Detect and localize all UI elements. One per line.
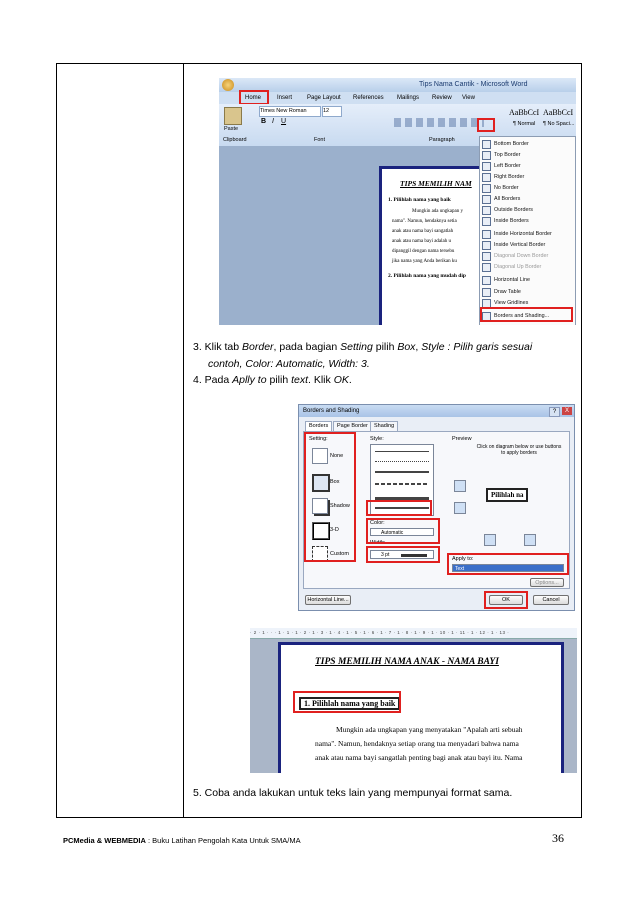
result-heading-highlight — [293, 691, 401, 713]
step-3-line-1: 3. Klik tab Border, pada bagian Setting pilih Box, Style : Pilih garis sesuai — [193, 341, 533, 353]
ruler[interactable]: · 2 · 1 · · · 1 · 1 · 1 · 2 · 1 · 3 · 1 · 4 · 1 · 5 · 1 · 6 · 1 · 7 · 1 · 8 · 1 · 9 · 1 · 10 · 1 · 11 · 1 · 12 · 1 · 13 · — [250, 628, 577, 639]
menu-item-view-gridlines[interactable]: View Gridlines — [494, 298, 528, 308]
table-column-divider — [183, 63, 184, 818]
doc-heading-2: 2. Pilihlah nama yang mudah dip — [388, 273, 466, 279]
doc-line: nama". Namun, hendaknya setia — [392, 219, 457, 224]
setting-label: Setting: — [309, 436, 328, 442]
tab-references[interactable]: References — [353, 95, 384, 101]
menu-item-diagonal-down[interactable]: Diagonal Down Border — [494, 251, 548, 261]
tab-view[interactable]: View — [462, 95, 475, 101]
menu-item-diagonal-up[interactable]: Diagonal Up Border — [494, 262, 541, 272]
color-highlight — [366, 518, 440, 544]
word-title-bar — [219, 78, 576, 92]
paragraph-group-label: Paragraph — [429, 137, 455, 143]
menu-item-inside-horizontal[interactable]: Inside Horizontal Border — [494, 229, 552, 239]
style-normal-name: ¶ Normal — [513, 121, 536, 127]
horizontal-line-button[interactable]: Horizontal Line... — [305, 595, 351, 605]
color-select[interactable]: Automatic — [370, 528, 434, 536]
menu-item-horizontal-line[interactable]: Horizontal Line — [494, 275, 530, 285]
doc-line: anak atau nama bayi sangatlah — [392, 229, 454, 234]
word-ribbon-screenshot — [219, 78, 576, 325]
doc-line: dipanggil dengan nama tersebu — [392, 249, 455, 254]
menu-item-no-border[interactable]: No Border — [494, 183, 519, 193]
ok-highlight — [484, 591, 528, 609]
step-4: 4. Pada Aplly to pilih text. Klik OK. — [193, 374, 352, 386]
preview-text: Pilihlah na — [486, 488, 528, 502]
menu-item-draw-table[interactable]: Draw Table — [494, 287, 521, 297]
doc-line: Mungkin ada ungkapan y — [412, 209, 463, 214]
paragraph-buttons[interactable] — [394, 118, 484, 127]
help-button[interactable]: ? — [549, 407, 560, 417]
setting-none-label[interactable]: None — [330, 453, 344, 459]
footer-description: : Buku Latihan Pengolah Kata Untuk SMA/MA — [145, 836, 301, 845]
result-line: Mungkin ada ungkapan yang menyatakan "Apalah arti sebuah — [336, 725, 523, 734]
style-normal-sample[interactable]: AaBbCcI — [509, 108, 540, 117]
tab-review[interactable]: Review — [432, 95, 452, 101]
border-button-highlight — [477, 118, 495, 132]
doc-line: jika nama yang Anda berikan ku — [392, 259, 457, 264]
menu-item-top-border[interactable]: Top Border — [494, 150, 520, 160]
underline-button[interactable]: U — [281, 118, 287, 125]
preview-right-border-button[interactable] — [524, 534, 536, 546]
cancel-button[interactable]: Cancel — [533, 595, 569, 605]
font-name-box[interactable]: Times New Roman — [259, 106, 321, 117]
preview-hint: Click on diagram below or use buttons to apply borders — [476, 444, 562, 456]
result-heading-bordered: 1. Pilihlah nama yang baik — [299, 697, 400, 710]
ok-button[interactable]: OK — [489, 595, 523, 605]
italic-button[interactable]: I — [272, 118, 274, 125]
menu-item-outside-borders[interactable]: Outside Borders — [494, 205, 533, 215]
result-line: nama". Namun, hendaknya setiap orang tua menyadari bahwa nama — [315, 739, 519, 748]
tab-insert[interactable]: Insert — [277, 95, 293, 101]
tab-shading[interactable]: Shading — [370, 421, 398, 432]
apply-to-select[interactable]: Text — [452, 564, 564, 572]
home-tab-highlight — [239, 90, 269, 105]
font-group-label: Font — [314, 137, 326, 143]
menu-item-inside-borders[interactable]: Inside Borders — [494, 216, 529, 226]
menu-item-right-border[interactable]: Right Border — [494, 172, 524, 182]
apply-to-highlight — [447, 553, 569, 575]
setting-box-label[interactable]: Box — [330, 479, 340, 485]
color-label: Color: — [370, 520, 385, 526]
close-button[interactable]: X — [562, 407, 572, 415]
setting-3d-label[interactable]: 3-D — [330, 527, 339, 533]
setting-shadow-label[interactable]: Shadow — [330, 503, 350, 509]
borders-dropdown-menu — [479, 136, 576, 325]
result-line: anak atau nama bayi sangatlah penting bagi anak atau bayi itu. Nama — [315, 753, 523, 762]
doc-heading-1: 1. Pilihlah nama yang baik — [388, 197, 451, 203]
style-nospacing-name: ¶ No Spaci... — [543, 121, 575, 127]
width-label: Width: — [370, 540, 386, 546]
dialog-title-bar — [299, 405, 574, 417]
office-button[interactable] — [222, 79, 234, 91]
options-button[interactable]: Options... — [530, 578, 564, 587]
preview-left-border-button[interactable] — [484, 534, 496, 546]
bold-button[interactable]: B — [261, 118, 267, 125]
menu-item-inside-vertical[interactable]: Inside Vertical Border — [494, 240, 545, 250]
page-footer — [63, 836, 301, 845]
tab-home[interactable]: Home — [245, 95, 262, 101]
width-value: 3 pt — [381, 552, 390, 558]
setting-highlight — [304, 432, 356, 562]
style-nospacing-sample[interactable]: AaBbCcI — [543, 108, 574, 117]
page-number: 36 — [552, 831, 564, 845]
result-document-screenshot — [250, 628, 577, 773]
paste-label: Paste — [224, 126, 239, 132]
tab-page-border[interactable]: Page Border — [333, 421, 372, 432]
result-page — [278, 642, 564, 773]
style-label: Style: — [370, 436, 384, 442]
borders-shading-highlight — [480, 307, 573, 322]
apply-to-label: Apply to: — [452, 556, 474, 562]
setting-custom-label[interactable]: Custom — [330, 551, 349, 557]
tab-borders[interactable]: Borders — [305, 421, 332, 432]
step-5: 5. Coba anda lakukan untuk teks lain yang mempunyai format sama. — [193, 787, 513, 799]
result-doc-title: TIPS MEMILIH NAMA ANAK - NAMA BAYI — [315, 657, 499, 667]
clipboard-group-label: Clipboard — [223, 137, 247, 143]
menu-item-all-borders[interactable]: All Borders — [494, 194, 520, 204]
preview-bottom-border-button[interactable] — [454, 502, 466, 514]
footer-brand: PCMedia & WEBMEDIA — [63, 836, 146, 845]
width-highlight — [366, 546, 440, 563]
tab-page-layout[interactable]: Page Layout — [307, 95, 341, 101]
font-size-box[interactable]: 12 — [322, 106, 342, 117]
style-highlight — [366, 500, 432, 516]
window-title: Tips Nama Cantik - Microsoft Word — [419, 81, 528, 88]
step-3-line-2: contoh, Color: Automatic, Width: 3. — [208, 358, 370, 370]
doc-title: TIPS MEMILIH NAM — [400, 179, 472, 188]
menu-item-left-border[interactable]: Left Border — [494, 161, 521, 171]
menu-item-bottom-border[interactable]: Bottom Border — [494, 139, 529, 149]
preview-label: Preview — [452, 436, 472, 442]
ribbon-tabs — [219, 92, 576, 104]
doc-line: anak atau nama bayi adalah u — [392, 239, 451, 244]
paste-icon[interactable] — [224, 107, 242, 125]
borders-shading-dialog — [298, 404, 575, 611]
preview-top-border-button[interactable] — [454, 480, 466, 492]
tab-mailings[interactable]: Mailings — [397, 95, 420, 101]
menu-item-borders-and-shading[interactable]: Borders and Shading... — [494, 311, 549, 321]
dialog-title: Borders and Shading — [303, 408, 360, 414]
